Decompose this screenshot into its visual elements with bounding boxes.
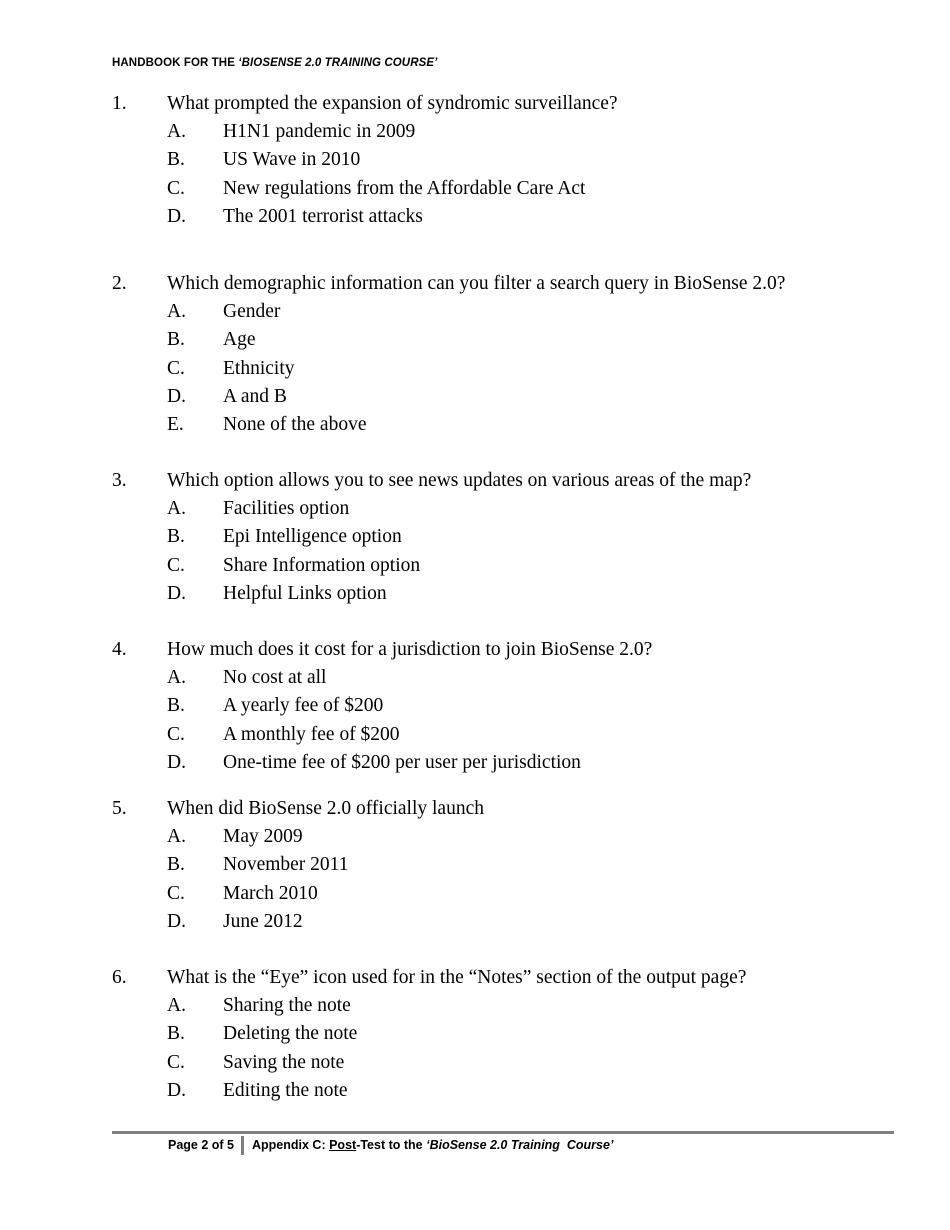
question-stem (112, 270, 852, 298)
option-text: US Wave in 2010 (223, 149, 361, 171)
answer-option (112, 692, 852, 720)
question-number: 6. (112, 967, 127, 988)
option-letter: C. (167, 554, 185, 576)
option-text: Ethnicity (223, 357, 295, 379)
option-text: New regulations from the Affordable Care Act (223, 177, 586, 199)
answer-option (112, 749, 852, 777)
option-text: No cost at all (223, 667, 327, 689)
question-5 (112, 795, 852, 936)
page-number: Page 2 of 5 (168, 1138, 234, 1152)
answer-option (112, 1077, 852, 1105)
question-number: 3. (112, 470, 127, 491)
appendix-underlined-word: Post (329, 1138, 357, 1152)
answer-option (112, 908, 852, 936)
question-stem (112, 467, 852, 495)
question-1 (112, 90, 852, 231)
option-letter: A. (167, 995, 186, 1017)
question-text: Which demographic information can you filter a search query in BioSense 2.0? (167, 273, 786, 294)
question-4 (112, 636, 852, 777)
appendix-title (252, 1138, 613, 1152)
question-number: 1. (112, 93, 127, 114)
question-text: How much does it cost for a jurisdiction to join BioSense 2.0? (167, 639, 653, 660)
option-letter: D. (167, 751, 186, 773)
option-text: Share Information option (223, 554, 421, 576)
answer-option (112, 1049, 852, 1077)
header-prefix: HANDBOOK FOR THE (112, 57, 239, 69)
answer-option (112, 851, 852, 879)
question-number: 5. (112, 798, 127, 819)
option-text: A monthly fee of $200 (223, 723, 400, 745)
question-stem (112, 636, 852, 664)
option-text: May 2009 (223, 826, 303, 848)
question-3 (112, 467, 852, 608)
header-course-title: ‘BIOSENSE 2.0 TRAINING COURSE’ (238, 57, 438, 69)
answer-option (112, 411, 852, 439)
answer-option (112, 495, 852, 523)
question-6 (112, 964, 852, 1105)
option-letter: A. (167, 121, 186, 143)
option-text: Deleting the note (223, 1023, 358, 1045)
option-letter: C. (167, 1051, 185, 1073)
option-text: November 2011 (223, 854, 349, 876)
option-letter: D. (167, 205, 186, 227)
option-text: Saving the note (223, 1051, 345, 1073)
answer-option (112, 175, 852, 203)
answer-option (112, 664, 852, 692)
option-letter: C. (167, 723, 185, 745)
appendix-middle: -Test to the (356, 1138, 427, 1152)
option-text: Age (223, 329, 256, 351)
option-letter: B. (167, 526, 185, 548)
option-letter: C. (167, 882, 185, 904)
footer-rule (112, 1131, 894, 1134)
option-letter: D. (167, 910, 186, 932)
question-text: What is the “Eye” icon used for in the “Notes” section of the output page? (167, 967, 747, 988)
running-header (112, 57, 437, 69)
option-letter: C. (167, 357, 185, 379)
option-letter: C. (167, 177, 185, 199)
answer-option (112, 383, 852, 411)
question-stem (112, 90, 852, 118)
answer-option (112, 552, 852, 580)
answer-option (112, 355, 852, 383)
option-letter: B. (167, 695, 185, 717)
option-text: H1N1 pandemic in 2009 (223, 121, 416, 143)
answer-option (112, 880, 852, 908)
option-text: Editing the note (223, 1079, 348, 1101)
question-stem (112, 795, 852, 823)
option-letter: B. (167, 149, 185, 171)
option-text: March 2010 (223, 882, 318, 904)
option-letter: E. (167, 413, 184, 435)
option-letter: B. (167, 329, 185, 351)
answer-option (112, 146, 852, 174)
option-letter: B. (167, 1023, 185, 1045)
option-text: The 2001 terrorist attacks (223, 205, 423, 227)
option-letter: A. (167, 301, 186, 323)
option-text: Epi Intelligence option (223, 526, 402, 548)
question-stem (112, 964, 852, 992)
answer-option (112, 823, 852, 851)
option-letter: A. (167, 498, 186, 520)
answer-option (112, 1020, 852, 1048)
question-text: What prompted the expansion of syndromic surveillance? (167, 93, 618, 114)
answer-option (112, 580, 852, 608)
answer-option (112, 523, 852, 551)
answer-option (112, 721, 852, 749)
question-number: 2. (112, 273, 127, 294)
question-text: When did BioSense 2.0 officially launch (167, 798, 484, 819)
answer-option (112, 326, 852, 354)
question-text: Which option allows you to see news updates on various areas of the map? (167, 470, 752, 491)
option-text: None of the above (223, 413, 367, 435)
option-letter: A. (167, 667, 186, 689)
option-letter: D. (167, 385, 186, 407)
answer-option (112, 992, 852, 1020)
option-letter: A. (167, 826, 186, 848)
footer-divider (241, 1136, 244, 1155)
option-text: Gender (223, 301, 281, 323)
answer-option (112, 118, 852, 146)
answer-option (112, 203, 852, 231)
option-text: Sharing the note (223, 995, 351, 1017)
option-text: A and B (223, 385, 287, 407)
option-letter: D. (167, 1079, 186, 1101)
option-text: One-time fee of $200 per user per jurisdiction (223, 751, 581, 773)
appendix-prefix: Appendix C: (252, 1138, 330, 1152)
answer-option (112, 298, 852, 326)
option-text: Facilities option (223, 498, 350, 520)
appendix-course-title: ‘BioSense 2.0 Training Course’ (426, 1138, 614, 1152)
option-letter: B. (167, 854, 185, 876)
option-letter: D. (167, 582, 186, 604)
option-text: Helpful Links option (223, 582, 387, 604)
option-text: A yearly fee of $200 (223, 695, 384, 717)
question-2 (112, 270, 852, 439)
page-footer (168, 1136, 613, 1154)
option-text: June 2012 (223, 910, 303, 932)
question-number: 4. (112, 639, 127, 660)
